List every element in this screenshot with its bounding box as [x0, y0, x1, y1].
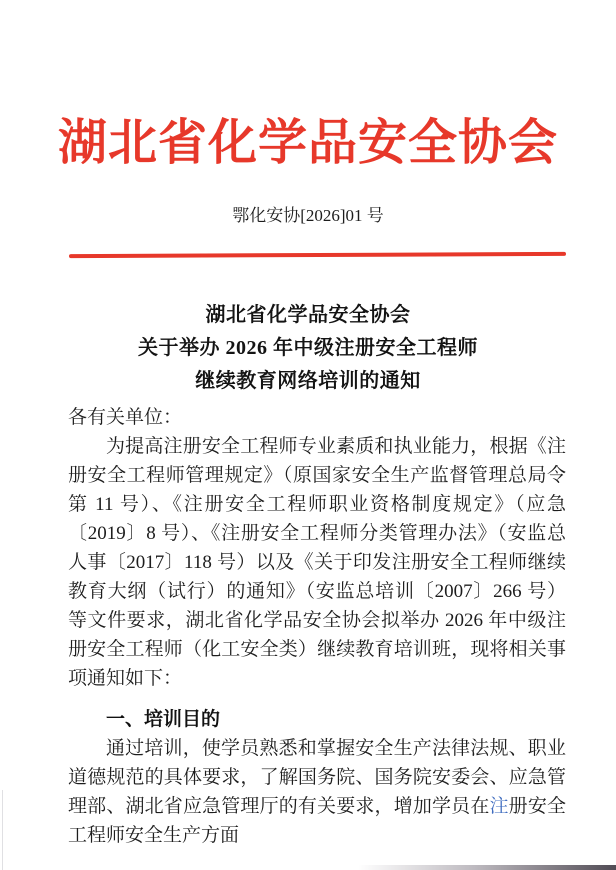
document-title — [0, 299, 616, 398]
page-scan-left-edge — [2, 790, 3, 870]
section-heading-training-purpose: 一、培训目的 — [106, 709, 221, 730]
document-title-line-3: 继续教育网络培训的通知 — [195, 370, 421, 392]
letterhead-org-name: 湖北省化学品安全协会 — [57, 115, 558, 170]
paragraph-text-segment: 册安全工程师安全生产方面 — [68, 796, 566, 846]
paragraph-training-purpose — [68, 734, 566, 850]
letterhead-divider-line — [69, 252, 566, 258]
highlighted-character: 注 — [489, 796, 509, 817]
document-title-line-2: 关于举办 2026 年中级注册安全工程师 — [138, 337, 478, 359]
paragraph-regulatory-basis: 为提高注册安全工程师专业素质和执业能力，根据《注册安全工程师管理规定》（原国家安全生产监督管理总局令第 11 号）、《注册安全工程师职业资格制度规定》（应急〔2019〕8 号）、《注册安全工程师分类管理办法》（安监总人事〔2017〕118 号）以及《关于印发注册安全工程师继续教育大纲（试行）的通知》（安监总培训〔2007〕266 号）等文件要求，湖北省化学品安全协会拟举办 2026 年中级注册安全工程师（化工安全类）继续教育培训班，现将相关事项通知如下： — [68, 436, 566, 689]
document-title-line-1: 湖北省化学品安全协会 — [205, 304, 411, 326]
paragraph-text-segment: 通过培训，使学员熟悉和掌握安全生产法律法规、职业道德规范的具体要求，了解国务院、国务院安委会、应急管理部、湖北省应急管理厅的有关要求，增加学员在 — [68, 738, 566, 817]
document-body — [68, 403, 566, 850]
salutation: 各有关单位： — [68, 407, 183, 428]
page-scan-bottom-edge — [358, 865, 616, 870]
document-number: 鄂化安协[2026]01 号 — [232, 206, 384, 225]
